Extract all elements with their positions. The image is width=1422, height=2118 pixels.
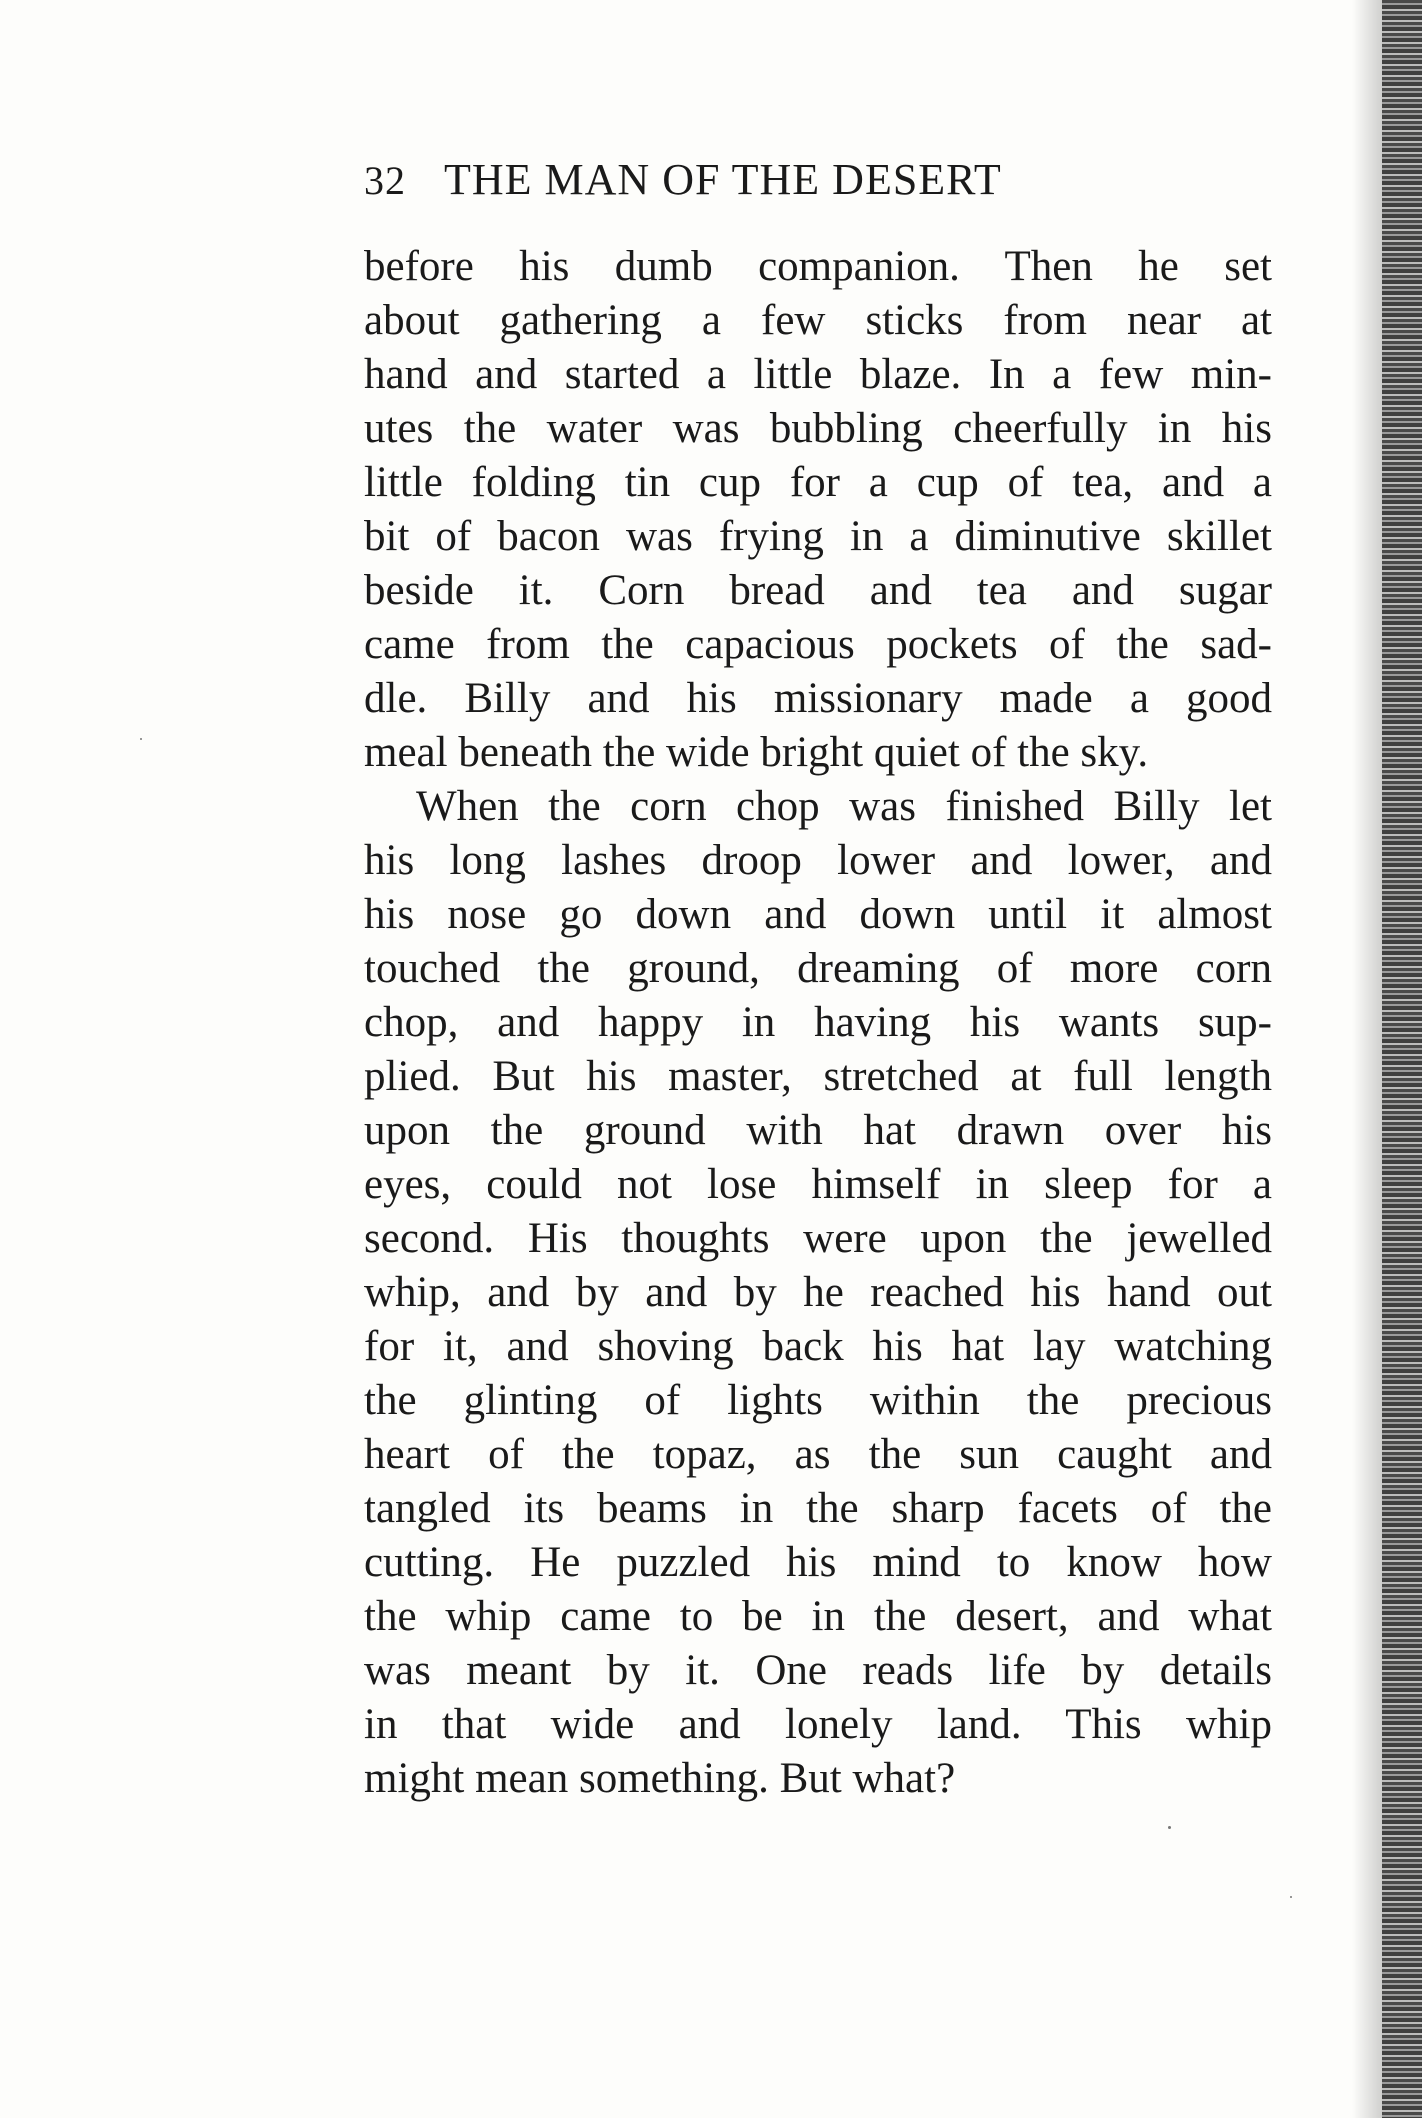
page-edge-shadow xyxy=(1352,0,1382,2118)
text-line: beside it. Corn bread and tea and sugar xyxy=(364,567,1272,614)
text-line: was meant by it. One reads life by details xyxy=(364,1647,1272,1694)
text-line: meal beneath the wide bright quiet of the sky. xyxy=(364,729,1149,776)
page-edge-binding xyxy=(1382,0,1422,2118)
text-line: the glinting of lights within the precious xyxy=(364,1377,1272,1424)
text-line: the whip came to be in the desert, and what xyxy=(364,1593,1272,1640)
paper-speck xyxy=(140,738,142,740)
text-line: about gathering a few sticks from near at xyxy=(364,297,1272,344)
text-line: hand and started a little blaze. In a few min- xyxy=(364,351,1272,398)
running-title: THE MAN OF THE DESERT xyxy=(444,155,1002,204)
paper-speck xyxy=(1168,1826,1171,1829)
text-line: tangled its beams in the sharp facets of the xyxy=(364,1485,1272,1532)
text-line: cutting. He puzzled his mind to know how xyxy=(364,1539,1272,1586)
text-line: eyes, could not lose himself in sleep for a xyxy=(364,1161,1272,1208)
text-line: his long lashes droop lower and lower, and xyxy=(364,837,1272,884)
text-line: little folding tin cup for a cup of tea, and a xyxy=(364,459,1272,506)
text-line: second. His thoughts were upon the jewelled xyxy=(364,1215,1272,1262)
body-text xyxy=(364,240,1272,1806)
text-line: whip, and by and by he reached his hand out xyxy=(364,1269,1272,1316)
text-line: before his dumb companion. Then he set xyxy=(364,243,1272,290)
page-number: 32 xyxy=(364,158,406,203)
paper-speck xyxy=(1290,1896,1292,1898)
text-line: dle. Billy and his missionary made a good xyxy=(364,675,1272,722)
text-line: plied. But his master, stretched at full length xyxy=(364,1053,1272,1100)
text-line: touched the ground, dreaming of more corn xyxy=(364,945,1272,992)
paragraph-2 xyxy=(364,780,1272,1806)
text-line: his nose go down and down until it almost xyxy=(364,891,1272,938)
text-line: upon the ground with hat drawn over his xyxy=(364,1107,1272,1154)
text-line: might mean something. But what? xyxy=(364,1755,956,1802)
text-line: came from the capacious pockets of the sad- xyxy=(364,621,1272,668)
page-header xyxy=(364,152,1272,208)
text-line: in that wide and lonely land. This whip xyxy=(364,1701,1272,1748)
text-line: utes the water was bubbling cheerfully in his xyxy=(364,405,1272,452)
text-line: When the corn chop was finished Billy let xyxy=(416,783,1272,830)
text-line: heart of the topaz, as the sun caught and xyxy=(364,1431,1272,1478)
text-line: chop, and happy in having his wants sup- xyxy=(364,999,1272,1046)
text-line: bit of bacon was frying in a diminutive skillet xyxy=(364,513,1272,560)
paragraph-1 xyxy=(364,240,1272,780)
text-line: for it, and shoving back his hat lay watching xyxy=(364,1323,1272,1370)
